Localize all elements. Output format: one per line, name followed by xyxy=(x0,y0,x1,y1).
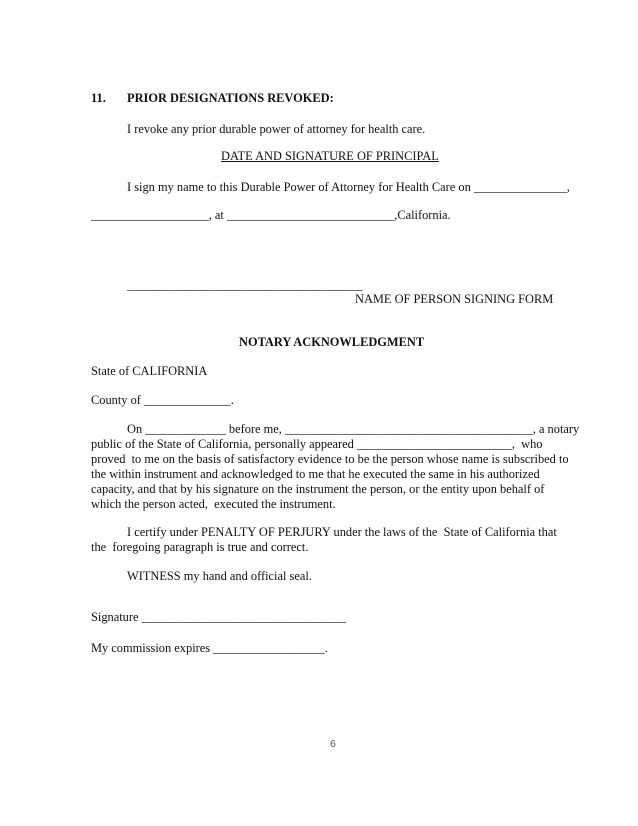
county-line: County of ______________. xyxy=(91,393,234,407)
notary-signature-line: Signature _________________________________ xyxy=(91,610,347,624)
notary-body-line: public of the State of California, personally appeared _________________________, who xyxy=(91,437,543,451)
notary-body-line: On _____________ before me, ________________________________________, a notary xyxy=(127,422,580,436)
notary-body-line: capacity, and that by his signature on the instrument the person, or the entity upon behalf of xyxy=(91,482,545,496)
notary-heading: NOTARY ACKNOWLEDGMENT xyxy=(239,335,425,349)
section-number: 11. xyxy=(91,91,106,105)
name-of-person-label: NAME OF PERSON SIGNING FORM xyxy=(355,292,554,306)
revoke-statement: I revoke any prior durable power of attorney for health care. xyxy=(127,122,426,136)
page-number: 6 xyxy=(330,738,336,750)
notary-body-line: the within instrument and acknowledged to me that he executed the same in his authorized xyxy=(91,467,540,481)
signature-heading: DATE AND SIGNATURE OF PRINCIPAL xyxy=(221,149,439,163)
commission-expires-line: My commission expires __________________. xyxy=(91,641,328,655)
notary-body-line: which the person acted, executed the instrument. xyxy=(91,497,336,511)
notary-body-line: proved to me on the basis of satisfactory evidence to be the person whose name is subscribed to xyxy=(91,452,569,466)
certify-line: the foregoing paragraph is true and correct. xyxy=(91,540,309,554)
sign-place-line: ___________________, at ___________________________,California. xyxy=(91,208,451,222)
principal-signature-rule: ______________________________________ xyxy=(127,278,363,292)
witness-line: WITNESS my hand and official seal. xyxy=(127,569,312,583)
sign-date-line: I sign my name to this Durable Power of Attorney for Health Care on _______________, xyxy=(127,180,570,194)
section-title: PRIOR DESIGNATIONS REVOKED: xyxy=(127,91,334,105)
state-line: State of CALIFORNIA xyxy=(91,364,208,378)
certify-line: I certify under PENALTY OF PERJURY under the laws of the State of California that xyxy=(127,525,557,539)
